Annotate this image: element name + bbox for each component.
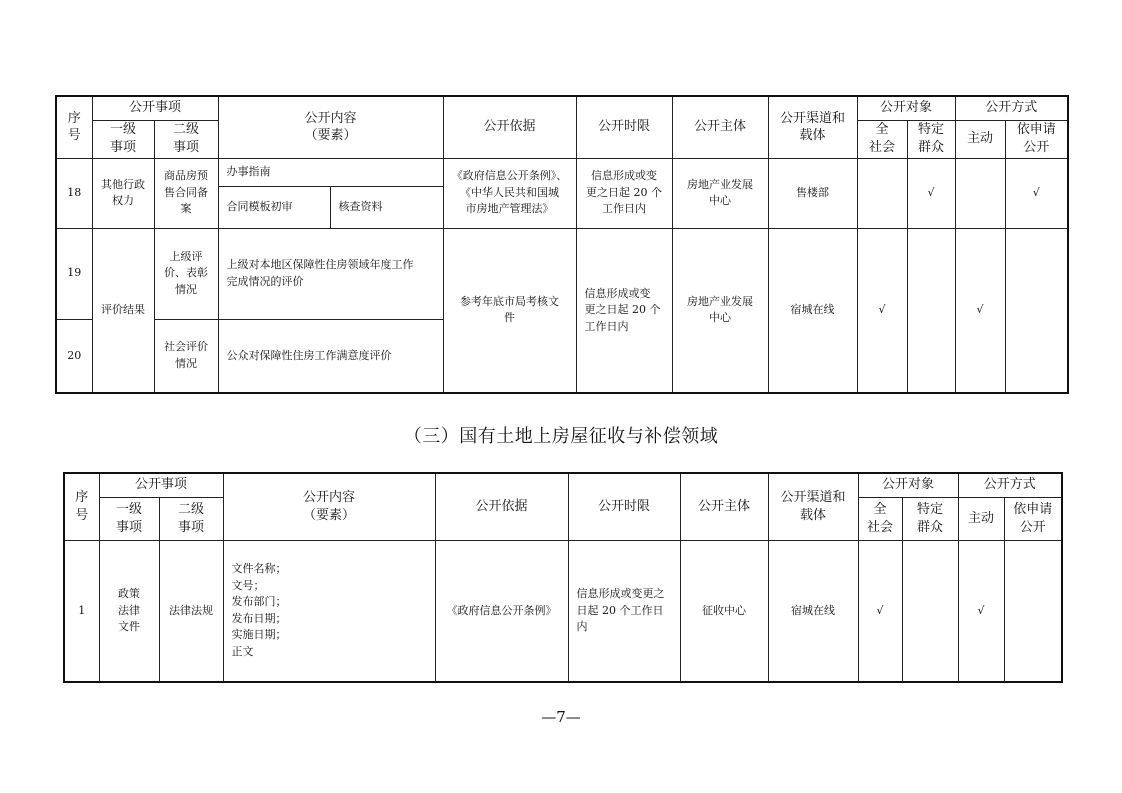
t2-row1-seq: 1 [64, 540, 99, 682]
row18-content-template: 合同模板初审 [218, 186, 330, 228]
header-content: 公开内容 （要素） [218, 96, 443, 158]
row18-basis: 《政府信息公开条例》、 《中华人民共和国城 市房地产管理法》 [443, 158, 576, 228]
group-subject: 房地产业发展 中心 [672, 228, 768, 393]
t2-header-level2: 二级 事项 [159, 497, 223, 540]
header-item: 公开事项 [92, 96, 218, 120]
header-specific: 特定 群众 [907, 120, 955, 158]
row18-level1: 其他行政 权力 [92, 158, 154, 228]
t2-row1-active-check: √ [958, 540, 1004, 682]
group-on-request [1005, 228, 1068, 393]
header-active: 主动 [955, 120, 1005, 158]
header-target: 公开对象 [857, 96, 955, 120]
t2-row1-time: 信息形成或变更之 日起 20 个工作日 内 [568, 540, 680, 682]
row18-content-guide: 办事指南 [218, 158, 443, 186]
header-level2: 二级 事项 [154, 120, 218, 158]
group-specific [907, 228, 955, 393]
header-seq: 序 号 [56, 96, 92, 158]
row18-on-request-check: √ [1005, 158, 1068, 228]
t2-row1-specific [902, 540, 958, 682]
t2-header-channel: 公开渠道和 载体 [768, 473, 858, 540]
t2-header-basis: 公开依据 [435, 473, 568, 540]
t2-header-item: 公开事项 [99, 473, 223, 497]
header-method: 公开方式 [955, 96, 1068, 120]
group-time: 信息形成或变 更之日起 20 个 工作日内 [576, 228, 672, 393]
group-all-society-check: √ [857, 228, 907, 393]
t2-header-seq: 序 号 [64, 473, 99, 540]
t2-row1-level2: 法律法规 [159, 540, 223, 682]
header-channel: 公开渠道和 载体 [768, 96, 857, 158]
t2-header-specific: 特定 群众 [902, 497, 958, 540]
header-level1: 一级 事项 [92, 120, 154, 158]
t2-row1-channel: 宿城在线 [768, 540, 858, 682]
row18-level2: 商品房预 售合同备 案 [154, 158, 218, 228]
t2-row1-all-society-check: √ [858, 540, 902, 682]
row20-level2: 社会评价 情况 [154, 319, 218, 393]
t2-header-active: 主动 [958, 497, 1004, 540]
t2-header-level1: 一级 事项 [99, 497, 159, 540]
header-basis: 公开依据 [443, 96, 576, 158]
t2-header-target: 公开对象 [858, 473, 958, 497]
row18-subject: 房地产业发展 中心 [672, 158, 768, 228]
t2-row1-subject: 征收中心 [680, 540, 768, 682]
header-all-society: 全 社会 [857, 120, 907, 158]
t2-row1-level1: 政策 法律 文件 [99, 540, 159, 682]
t2-header-method: 公开方式 [958, 473, 1062, 497]
row20-seq: 20 [56, 319, 92, 393]
row18-content-verify: 核查资料 [330, 186, 443, 228]
row18-time: 信息形成或变 更之日起 20 个 工作日内 [576, 158, 672, 228]
row19-seq: 19 [56, 228, 92, 319]
group-basis: 参考年底市局考核文 件 [443, 228, 576, 393]
section-title: （三）国有土地上房屋征收与补偿领域 [403, 426, 719, 447]
header-time: 公开时限 [576, 96, 672, 158]
t2-row1-content: 文件名称； 文号； 发布部门； 发布日期； 实施日期； 正文 [223, 540, 435, 682]
t2-header-all-society: 全 社会 [858, 497, 902, 540]
t2-header-time: 公开时限 [568, 473, 680, 540]
row19-level2: 上级评 价、表彰 情况 [154, 228, 218, 319]
group-level1: 评价结果 [92, 228, 154, 393]
header-on-request: 依申请 公开 [1005, 120, 1068, 158]
row18-all-society [857, 158, 907, 228]
group-channel: 宿城在线 [768, 228, 857, 393]
t2-header-on-request: 依申请 公开 [1004, 497, 1062, 540]
row18-seq: 18 [56, 158, 92, 228]
t2-header-subject: 公开主体 [680, 473, 768, 540]
group-active-check: √ [955, 228, 1005, 393]
row18-specific-check: √ [907, 158, 955, 228]
row19-content: 上级对本地区保障性住房领域年度工作 完成情况的评价 [218, 228, 443, 319]
t2-header-content: 公开内容 （要素） [223, 473, 435, 540]
t2-row1-basis: 《政府信息公开条例》 [435, 540, 568, 682]
disclosure-table-1 [55, 95, 1069, 394]
page-number: —7— [541, 708, 581, 726]
disclosure-table-2 [63, 472, 1063, 683]
header-subject: 公开主体 [672, 96, 768, 158]
row18-active [955, 158, 1005, 228]
t2-row1-on-request [1004, 540, 1062, 682]
row18-channel: 售楼部 [768, 158, 857, 228]
row20-content: 公众对保障性住房工作满意度评价 [218, 319, 443, 393]
